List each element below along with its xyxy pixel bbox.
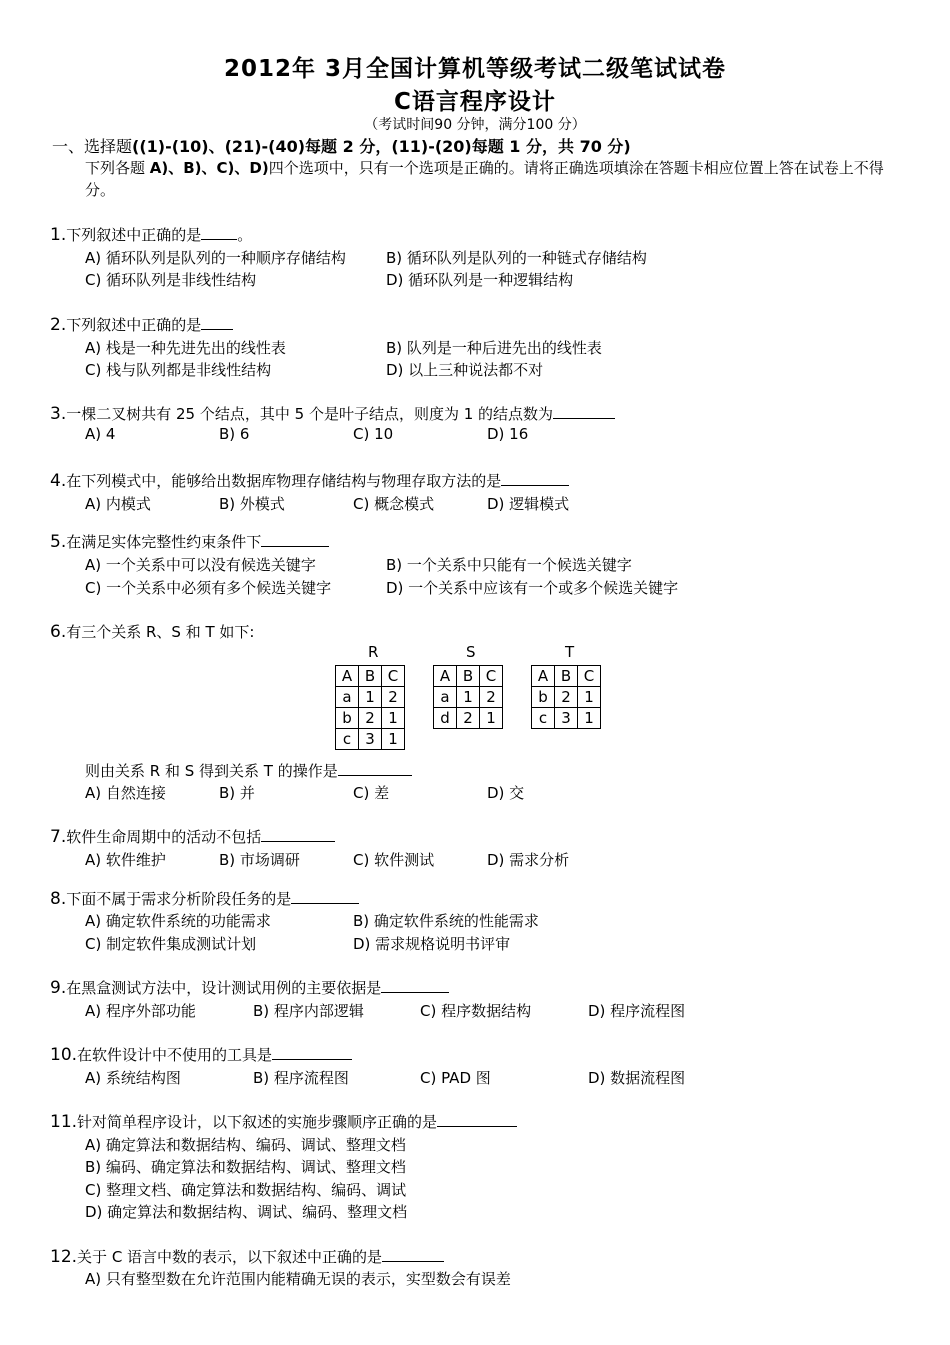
section-instruction — [85, 157, 895, 201]
table-cell: 3 — [555, 708, 578, 729]
option: A) 软件维护 — [85, 851, 166, 869]
option: B) 市场调研 — [219, 851, 300, 869]
question-7 — [50, 826, 335, 847]
question-stem: 一棵二叉树共有 25 个结点，其中 5 个是叶子结点，则度为 1 的结点数为 — [66, 405, 554, 423]
table-cell: 1 — [382, 729, 405, 750]
option: A) 系统结构图 — [85, 1069, 181, 1087]
question-stem: 下面不属于需求分析阶段任务的是 — [66, 890, 292, 908]
table-header-cell: B — [359, 666, 382, 687]
question-tail-text: 则由关系 R 和 S 得到关系 T 的操作是 — [85, 762, 338, 780]
table-cell: 1 — [578, 708, 601, 729]
table-cell: 2 — [359, 708, 382, 729]
table-cell: b — [532, 687, 555, 708]
option: B) 外模式 — [219, 495, 285, 513]
instruction-part-a: 下列各题 — [85, 159, 150, 177]
answer-blank — [201, 316, 233, 330]
question-8 — [50, 888, 359, 909]
option: C) 整理文档、确定算法和数据结构、编码、调试 — [85, 1181, 407, 1199]
question-number: 11. — [50, 1112, 78, 1132]
question-stem: 在下列模式中，能够给出数据库物理存储结构与物理存取方法的是 — [66, 472, 502, 490]
table-header-cell: A — [532, 666, 555, 687]
relation-t-table — [531, 665, 601, 729]
option: B) 6 — [219, 425, 250, 443]
table-cell: 1 — [457, 687, 480, 708]
table-header-cell: C — [578, 666, 601, 687]
table-cell: 2 — [457, 708, 480, 729]
relation-r-table — [335, 665, 405, 750]
option: A) 只有整型数在允许范围内能精确无误的表示，实型数会有误差 — [85, 1270, 511, 1288]
instruction-options: A)、B)、C)、D) — [149, 159, 269, 177]
option: C) 一个关系中必须有多个候选关键字 — [85, 579, 332, 597]
question-4 — [50, 470, 569, 491]
answer-blank — [338, 762, 412, 776]
question-9 — [50, 977, 449, 998]
answer-blank — [501, 472, 569, 486]
table-cell: 2 — [382, 687, 405, 708]
table-cell: 1 — [382, 708, 405, 729]
section-scoring: ((1)-(10)、(21)-(40)每题 2 分，(11)-(20)每题 1 分，共 70 分) — [132, 137, 631, 156]
question-stem: 下列叙述中正确的是 — [66, 316, 202, 334]
table-header-cell: B — [555, 666, 578, 687]
option: D) 逻辑模式 — [487, 495, 570, 513]
table-cell: c — [532, 708, 555, 729]
option: C) 制定软件集成测试计划 — [85, 935, 257, 953]
question-number: 12. — [50, 1247, 78, 1267]
option: D) 需求分析 — [487, 851, 570, 869]
question-6-tail — [85, 760, 412, 781]
table-cell: 1 — [359, 687, 382, 708]
table-cell: 2 — [555, 687, 578, 708]
question-2 — [50, 314, 233, 335]
instruction-part-b: 四个选项中，只有一个选项是正确的。请将正确选项填涂在答题卡相应位置上答在试卷上不得分。 — [85, 159, 884, 199]
option: D) 一个关系中应该有一个或多个候选关键字 — [386, 579, 679, 597]
question-number: 4. — [50, 471, 67, 491]
option: A) 确定算法和数据结构、编码、调试、整理文档 — [85, 1136, 406, 1154]
exam-title: 2012年 3月全国计算机等级考试二级笔试试卷 — [223, 56, 727, 82]
answer-blank — [261, 533, 329, 547]
question-12 — [50, 1246, 444, 1267]
table-cell: b — [336, 708, 359, 729]
table-cell: 3 — [359, 729, 382, 750]
table-cell: 2 — [480, 687, 503, 708]
exam-subject: C语言程序设计 — [394, 89, 556, 115]
relation-s-table — [433, 665, 503, 729]
question-6 — [50, 621, 254, 642]
question-number: 3. — [50, 404, 67, 424]
option: A) 确定软件系统的功能需求 — [85, 912, 271, 930]
question-stem: 在黑盒测试方法中，设计测试用例的主要依据是 — [66, 979, 382, 997]
option: D) 以上三种说法都不对 — [386, 361, 544, 379]
question-10 — [50, 1044, 352, 1065]
option: B) 队列是一种后进先出的线性表 — [386, 339, 602, 357]
option: C) 程序数据结构 — [420, 1002, 532, 1020]
table-cell: 1 — [578, 687, 601, 708]
option: D) 数据流程图 — [588, 1069, 686, 1087]
section-intro: 一、选择题 — [52, 137, 133, 156]
option: C) 循环队列是非线性结构 — [85, 271, 257, 289]
option: C) 软件测试 — [353, 851, 435, 869]
question-number: 10. — [50, 1045, 78, 1065]
option: A) 4 — [85, 425, 116, 443]
option: D) 交 — [487, 784, 525, 802]
answer-blank — [261, 828, 335, 842]
question-stem: 在满足实体完整性约束条件下 — [66, 533, 262, 551]
option: C) PAD 图 — [420, 1069, 491, 1087]
answer-blank — [382, 1248, 444, 1262]
question-number: 7. — [50, 827, 67, 847]
option: D) 需求规格说明书评审 — [353, 935, 511, 953]
question-5 — [50, 531, 329, 552]
option: B) 并 — [219, 784, 255, 802]
option: B) 程序流程图 — [253, 1069, 349, 1087]
relation-t-name: T — [565, 643, 575, 661]
option: A) 栈是一种先进先出的线性表 — [85, 339, 286, 357]
option: B) 程序内部逻辑 — [253, 1002, 364, 1020]
question-stem: 针对简单程序设计，以下叙述的实施步骤顺序正确的是 — [77, 1113, 438, 1131]
table-cell: a — [434, 687, 457, 708]
table-header-cell: B — [457, 666, 480, 687]
table-header-cell: C — [480, 666, 503, 687]
question-number: 9. — [50, 978, 67, 998]
option: C) 栈与队列都是非线性结构 — [85, 361, 272, 379]
table-cell: a — [336, 687, 359, 708]
table-cell: d — [434, 708, 457, 729]
answer-blank — [291, 890, 359, 904]
exam-info: （考试时间90 分钟，满分100 分） — [364, 117, 586, 133]
answer-blank — [201, 226, 237, 240]
question-number: 1. — [50, 225, 67, 245]
option: C) 10 — [353, 425, 394, 443]
table-header-cell: A — [336, 666, 359, 687]
question-number: 6. — [50, 622, 67, 642]
table-header-cell: A — [434, 666, 457, 687]
option: D) 确定算法和数据结构、调试、编码、整理文档 — [85, 1203, 408, 1221]
option: A) 一个关系中可以没有候选关键字 — [85, 556, 316, 574]
option: D) 程序流程图 — [588, 1002, 686, 1020]
option: B) 一个关系中只能有一个候选关键字 — [386, 556, 632, 574]
option: B) 确定软件系统的性能需求 — [353, 912, 539, 930]
question-stem: 关于 C 语言中数的表示，以下叙述中正确的是 — [77, 1248, 383, 1266]
table-cell: 1 — [480, 708, 503, 729]
question-1: 1.下列叙述中正确的是 。 — [50, 225, 253, 245]
option: A) 程序外部功能 — [85, 1002, 196, 1020]
option: B) 循环队列是队列的一种链式存储结构 — [386, 249, 647, 267]
question-number: 2. — [50, 315, 67, 335]
relation-r-name: R — [368, 643, 379, 661]
answer-blank — [553, 405, 615, 419]
section-heading — [52, 134, 631, 157]
answer-blank — [381, 979, 449, 993]
question-number: 5. — [50, 532, 67, 552]
option: C) 差 — [353, 784, 390, 802]
question-3 — [50, 403, 615, 424]
question-stem: 软件生命周期中的活动不包括 — [66, 828, 262, 846]
relation-s-name: S — [466, 643, 476, 661]
option: C) 概念模式 — [353, 495, 435, 513]
answer-blank — [272, 1046, 352, 1060]
question-stem: 有三个关系 R、S 和 T 如下: — [66, 623, 255, 641]
question-11 — [50, 1111, 517, 1132]
table-cell: c — [336, 729, 359, 750]
question-stem: 在软件设计中不使用的工具是 — [77, 1046, 273, 1064]
option: A) 循环队列是队列的一种顺序存储结构 — [85, 249, 346, 267]
table-header-cell: C — [382, 666, 405, 687]
option: B) 编码、确定算法和数据结构、调试、整理文档 — [85, 1158, 406, 1176]
question-number: 8. — [50, 889, 67, 909]
option: A) 自然连接 — [85, 784, 166, 802]
answer-blank — [437, 1113, 517, 1127]
option: A) 内模式 — [85, 495, 151, 513]
option: D) 循环队列是一种逻辑结构 — [386, 271, 574, 289]
option: D) 16 — [487, 425, 529, 443]
question-stem: 下列叙述中正确的是 — [66, 226, 202, 244]
